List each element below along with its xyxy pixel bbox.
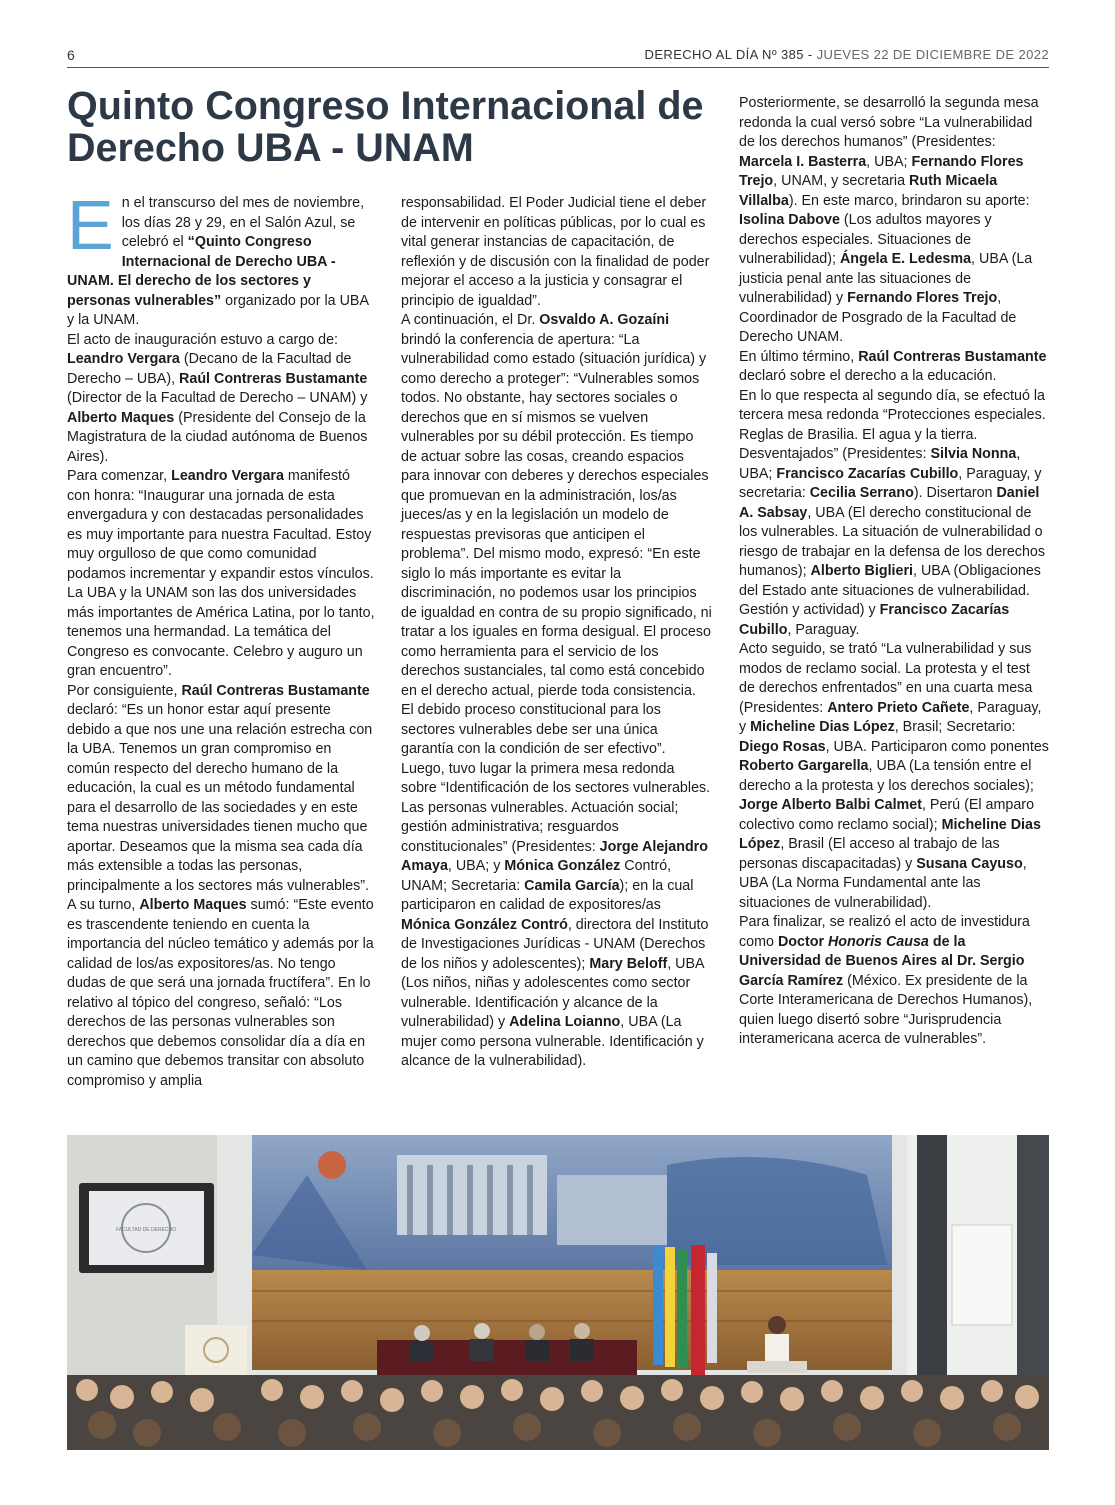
bold-text: Leandro Vergara xyxy=(67,351,180,367)
paragraph xyxy=(739,640,1049,913)
bold-text: Osvaldo A. Gozaíni xyxy=(539,312,670,328)
text-run: , Coordinador de Posgrado de la Facultad de Derecho UNAM. xyxy=(739,290,1017,345)
text-run: Para comenzar, xyxy=(67,468,172,484)
screen-seal-text: FACULTAD DE DERECHO xyxy=(115,1227,177,1233)
paragraph xyxy=(67,331,375,468)
text-run: responsabilidad. El Poder Judicial tiene el deber de intervenir en políticas públicas, por lo cual es vital generar instancias de capacitación, de reflexión y de discusión con la finalidad de poder mejorar el acceso a la justicia y consagrar el principio de igualdad”. xyxy=(401,195,710,309)
paragraph xyxy=(401,311,712,760)
text-run: ). Disertaron xyxy=(913,485,997,501)
paragraph xyxy=(739,94,1049,348)
bold-text: Marcela I. Basterra xyxy=(739,153,867,170)
text-run: , Brasil; Secretario: xyxy=(894,719,1016,735)
text-run: , Paraguay. xyxy=(787,621,860,638)
text-run: declaró: “Es un honor estar aquí presente debido a que nos une una relación estrecha con la UBA. Tenemos un gran compromiso en común respecto del derecho humano de la educación, la cual es un método fundamental para el desarrollo de las sociedades y en este tema nuestras universidades tienen mucho que aportar. Deseamos que la misma sea cada día más extensible a todas las personas, principalmente a los sectores más vulnerables”. xyxy=(67,702,373,894)
paragraph xyxy=(401,194,712,311)
text-run: Acto seguido, se trató “La vulnerabilidad y sus modos de reclamo social. La protesta y el test de derechos enfrentados” en una cuarta mesa (Presidentes: xyxy=(739,641,1033,716)
paragraph xyxy=(67,682,375,897)
text-run: , UBA (Los niños, niñas y adolescentes como sector vulnerable. Identificación y alcance de la vulnerabilidad) y xyxy=(401,955,704,1030)
text-run: (Presidente del Consejo de la Magistratura de la ciudad autónoma de Buenos Aires). xyxy=(67,409,368,465)
bold-text: Susana Cayuso xyxy=(916,855,1023,872)
text-run: , UBA (La mujer como persona vulnerable. Identificación y alcance de la vulnerabilidad). xyxy=(401,1014,704,1069)
article-column-2 xyxy=(401,194,712,1072)
text-run: declaró sobre el derecho a la educación. xyxy=(739,368,997,384)
text-run: (México. Ex presidente de la Corte Interamericana de Derechos Humanos), quien luego disertó sobre “Jurisprudencia interamericana acerca de vulnerables”. xyxy=(739,972,1033,1047)
text-run: n el transcurso del mes de noviembre, los días 28 y 29, en el Salón Azul, se celebró el xyxy=(121,195,365,250)
bold-text: Ángela E. Ledesma xyxy=(839,251,972,267)
bold-text: Micheline Dias López xyxy=(750,719,895,735)
bold-text: Alberto Biglieri xyxy=(810,563,914,579)
text-run: , Paraguay, y xyxy=(739,699,1042,735)
bold-text: Camila García xyxy=(524,877,620,894)
bold-text: Raúl Contreras Bustamante xyxy=(179,370,368,387)
bold-text: Leandro Vergara xyxy=(171,468,284,484)
bold-text: Diego Rosas xyxy=(739,738,826,755)
publication-date: JUEVES 22 DE DICIEMBRE DE 2022 xyxy=(816,47,1049,62)
bold-text: Alberto Maques xyxy=(139,897,247,913)
bold-text: Cecilia Serrano xyxy=(809,485,914,501)
bold-text: Daniel A. Sabsay xyxy=(739,485,1040,521)
bold-text: Fernando Flores Trejo xyxy=(739,153,1024,189)
bold-text: Micheline Dias López xyxy=(739,816,1041,852)
text-run: Contró, UNAM; Secretaria: xyxy=(401,858,672,894)
text-run: ); en la cual participaron en calidad de expositores/as xyxy=(401,877,694,913)
text-run: Posteriormente, se desarrolló la segunda mesa redonda la cual versó sobre “La vulnerabilidad de los derechos humanos” (Presidentes: xyxy=(739,95,1039,150)
paragraph xyxy=(67,186,375,331)
bold-text: Mónica González Contró xyxy=(401,916,568,933)
bold-text: Silvia Nonna xyxy=(930,446,1017,462)
paragraph xyxy=(739,913,1049,1050)
text-run: El acto de inauguración estuvo a cargo de: xyxy=(67,331,339,348)
paragraph xyxy=(67,467,375,682)
text-run: sumó: “Este evento es trascendente teniendo en cuenta la importancia del núcleo temático y además por la calidad de los/as expositores/as. No tengo dudas de que será una jornada fructífera”. En lo relativo al tópico del congreso, señaló: “Los derechos de las personas vulnerables son derechos que debemos consolidar día a día en un camino que debemos transitar con absoluto compromiso y amplia xyxy=(67,897,374,1089)
text-run: , UBA (El derecho constitucional de los vulnerables. La situación de vulnerabilidad o riesgo de trabajar en la defensa de los derechos humanos); xyxy=(739,504,1045,579)
text-run: manifestó con honra: “Inaugurar una jornada de esta envergadura y con destacadas personalidades es muy importante para nuestra Facultad. Estoy muy orgulloso de que como comunidad podamos incrementar y expandir estos vínculos. La UBA y la UNAM son las dos universidades más importantes de América Latina, por lo tanto, tenemos una hermandad. La temática del Congreso es convocante. Celebro y auguro un gran encuentro”. xyxy=(67,468,375,679)
bold-text: Isolina Dabove xyxy=(739,212,840,228)
article-column-3 xyxy=(739,94,1049,1050)
bold-text: Honoris Causa xyxy=(827,933,929,950)
text-run: En último término, xyxy=(739,348,859,365)
bold-text: Francisco Zacarías Cubillo xyxy=(739,602,1010,638)
bold-text: Antero Prieto Cañete xyxy=(827,699,970,716)
text-run: , UBA; y xyxy=(447,858,505,874)
text-run: (Director de la Facultad de Derecho – UNAM) y xyxy=(67,390,368,406)
page-number: 6 xyxy=(67,47,75,63)
text-run: Para finalizar, se realizó el acto de investidura como xyxy=(739,914,1030,950)
text-run: , UBA (La tensión entre el derecho a la protesta y los derechos sociales); xyxy=(739,758,1034,794)
event-photo xyxy=(67,1135,1049,1450)
text-run: , UBA; xyxy=(866,153,912,170)
article-title: Quinto Congreso Internacional de Derecho UBA - UNAM xyxy=(67,84,704,170)
text-run: (Los adultos mayores y derechos especiales. Situaciones de vulnerabilidad); xyxy=(739,212,992,267)
paragraph xyxy=(739,387,1049,641)
text-run: (Decano de la Facultad de Derecho – UBA), xyxy=(67,351,352,387)
bold-text: Adelina Loianno xyxy=(509,1014,621,1030)
text-run: ). En este marco, brindaron su aporte: xyxy=(788,192,1030,209)
bold-text: Francisco Zacarías Cubillo xyxy=(776,465,959,482)
drop-cap: E xyxy=(67,186,114,264)
text-run: , UNAM, y secretaria xyxy=(773,173,910,189)
text-run: , Perú (El amparo colectivo como reclamo social); xyxy=(739,797,1035,833)
bold-text: Raúl Contreras Bustamante xyxy=(858,348,1047,365)
bold-text: Jorge Alejandro Amaya xyxy=(401,838,708,874)
text-run: , Paraguay, y secretaria: xyxy=(739,465,1042,501)
text-run: , UBA; xyxy=(739,446,1021,482)
page-header xyxy=(67,47,1049,68)
bold-text: Roberto Gargarella xyxy=(739,758,869,774)
text-run: , UBA (La justicia penal ante las situaciones de vulnerabilidad) y xyxy=(739,251,1033,306)
paragraph xyxy=(401,760,712,1072)
bold-text: Mary Beloff xyxy=(589,955,668,972)
event-photo-illustration xyxy=(67,1135,1049,1450)
text-run: , UBA (Obligaciones del Estado ante situaciones de vulnerabilidad. Gestión y actividad) y xyxy=(739,563,1041,618)
bold-text: Alberto Maques xyxy=(67,409,175,426)
paragraph xyxy=(67,896,375,1091)
bold-text: Fernando Flores Trejo xyxy=(847,290,998,306)
bold-text: Doctor xyxy=(777,933,828,950)
bold-text: de la Universidad de Buenos Aires al Dr. Sergio García Ramírez xyxy=(739,933,1025,989)
text-run: Por consiguiente, xyxy=(67,682,182,699)
bold-text: Raúl Contreras Bustamante xyxy=(181,682,370,699)
text-run: A continuación, el Dr. xyxy=(401,312,540,328)
text-run: , directora del Instituto de Investigaciones Jurídicas - UNAM (Derechos de los niños y adolescentes); xyxy=(401,916,709,972)
text-run: , UBA (La Norma Fundamental ante las situaciones de vulnerabilidad). xyxy=(739,855,1027,911)
text-run: Luego, tuvo lugar la primera mesa redonda sobre “Identificación de los sectores vulnerables. Las personas vulnerables. Actuación social; gestión administrativa; resguardos constitucionales” (Presidentes: xyxy=(401,760,711,855)
paragraph xyxy=(739,348,1049,387)
text-run: En lo que respecta al segundo día, se efectuó la tercera mesa redonda “Protecciones especiales. Reglas de Brasilia. El agua y la tierra. Desventajados” (Presidentes: xyxy=(739,387,1046,462)
publication-line xyxy=(645,47,1049,62)
text-run: , UBA. Participaron como ponentes xyxy=(825,738,1049,755)
bold-text: Ruth Micaela Villalba xyxy=(739,173,998,209)
article-column-1 xyxy=(67,186,375,1091)
text-run: , Brasil (El acceso al trabajo de las personas discapacitadas) y xyxy=(739,836,1000,872)
text-run: organizado por la UBA y la UNAM. xyxy=(67,292,369,328)
bold-text: Jorge Alberto Balbi Calmet xyxy=(739,797,922,813)
bold-text: “Quinto Congreso Internacional de Derecho UBA - UNAM. El derecho de los sectores y personas vulnerables” xyxy=(67,234,336,309)
text-run: brindó la conferencia de apertura: “La vulnerabilidad como estado (situación jurídica) y como derecho a proteger”: “Vulnerables somos todos. No obstante, hay sectores sociales o derechos que en sí mismos se vuelven vulnerables por su débil protección. Es tiempo de actuar sobre las cosas, creando espacios para innovar con deberes y derechos especiales que promuevan en la administración, los/as jueces/as y en la legislación un modelo de respuestas previsoras que anticipen el problema”. Del mismo modo, expresó: “En este siglo lo más importante es evitar la discriminación, no podemos usar los principios de igualdad en contra de su propio significado, ni tratar a los iguales en forma desigual. El proceso como herramienta para el servicio de los derechos sustanciales, tal como está concebido en el derecho actual, pierde toda consistencia. El debido proceso constitucional para los sectores vulnerables debe ser una única garantía con la condición de ser efectivo”. xyxy=(401,331,712,757)
text-run: A su turno, xyxy=(67,897,140,913)
bold-text: Mónica González xyxy=(504,858,621,874)
publication-name: DERECHO AL DÍA Nº 385 - xyxy=(644,47,817,62)
